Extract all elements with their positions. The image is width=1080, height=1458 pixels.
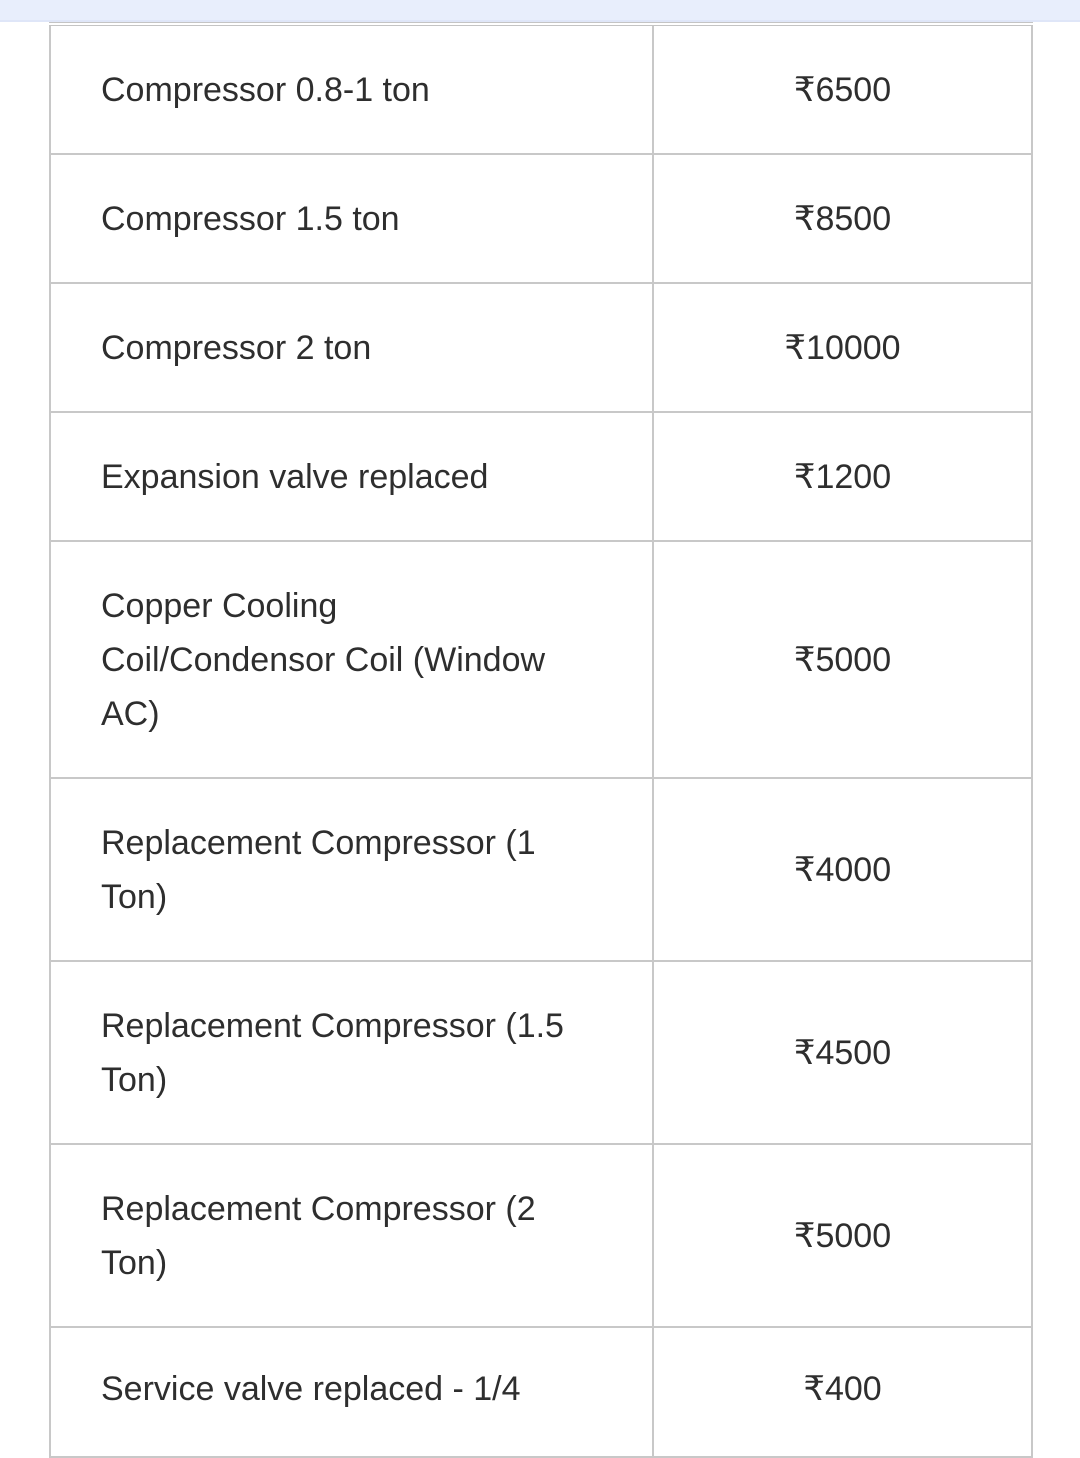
table-row: [50, 1144, 1032, 1327]
table-row: [50, 961, 1032, 1144]
table-row: [50, 412, 1032, 541]
item-cell: Replacement Compressor (2 Ton): [50, 1144, 653, 1327]
table-row: [50, 154, 1032, 283]
table-row: [50, 778, 1032, 961]
price-cell: ₹4000: [653, 778, 1032, 961]
price-table-container: [49, 22, 1031, 1458]
item-cell: Replacement Compressor (1 Ton): [50, 778, 653, 961]
item-cell: Compressor 1.5 ton: [50, 154, 653, 283]
top-header-strip: [0, 0, 1080, 22]
table-row: [50, 283, 1032, 412]
price-cell: ₹400: [653, 1327, 1032, 1457]
item-cell: Expansion valve replaced: [50, 412, 653, 541]
price-cell: ₹6500: [653, 24, 1032, 154]
item-cell: Copper Cooling Coil/Condensor Coil (Window AC): [50, 541, 653, 778]
price-cell: ₹1200: [653, 412, 1032, 541]
price-cell: ₹10000: [653, 283, 1032, 412]
price-cell: ₹8500: [653, 154, 1032, 283]
item-cell: Replacement Compressor (1.5 Ton): [50, 961, 653, 1144]
item-cell: Compressor 2 ton: [50, 283, 653, 412]
item-cell: Service valve replaced - 1/4: [50, 1327, 653, 1457]
table-row: [50, 24, 1032, 154]
table-row: [50, 541, 1032, 778]
table-row: [50, 1327, 1032, 1457]
price-table: [49, 22, 1033, 1458]
price-cell: ₹4500: [653, 961, 1032, 1144]
item-cell: Compressor 0.8-1 ton: [50, 24, 653, 154]
price-cell: ₹5000: [653, 1144, 1032, 1327]
price-cell: ₹5000: [653, 541, 1032, 778]
